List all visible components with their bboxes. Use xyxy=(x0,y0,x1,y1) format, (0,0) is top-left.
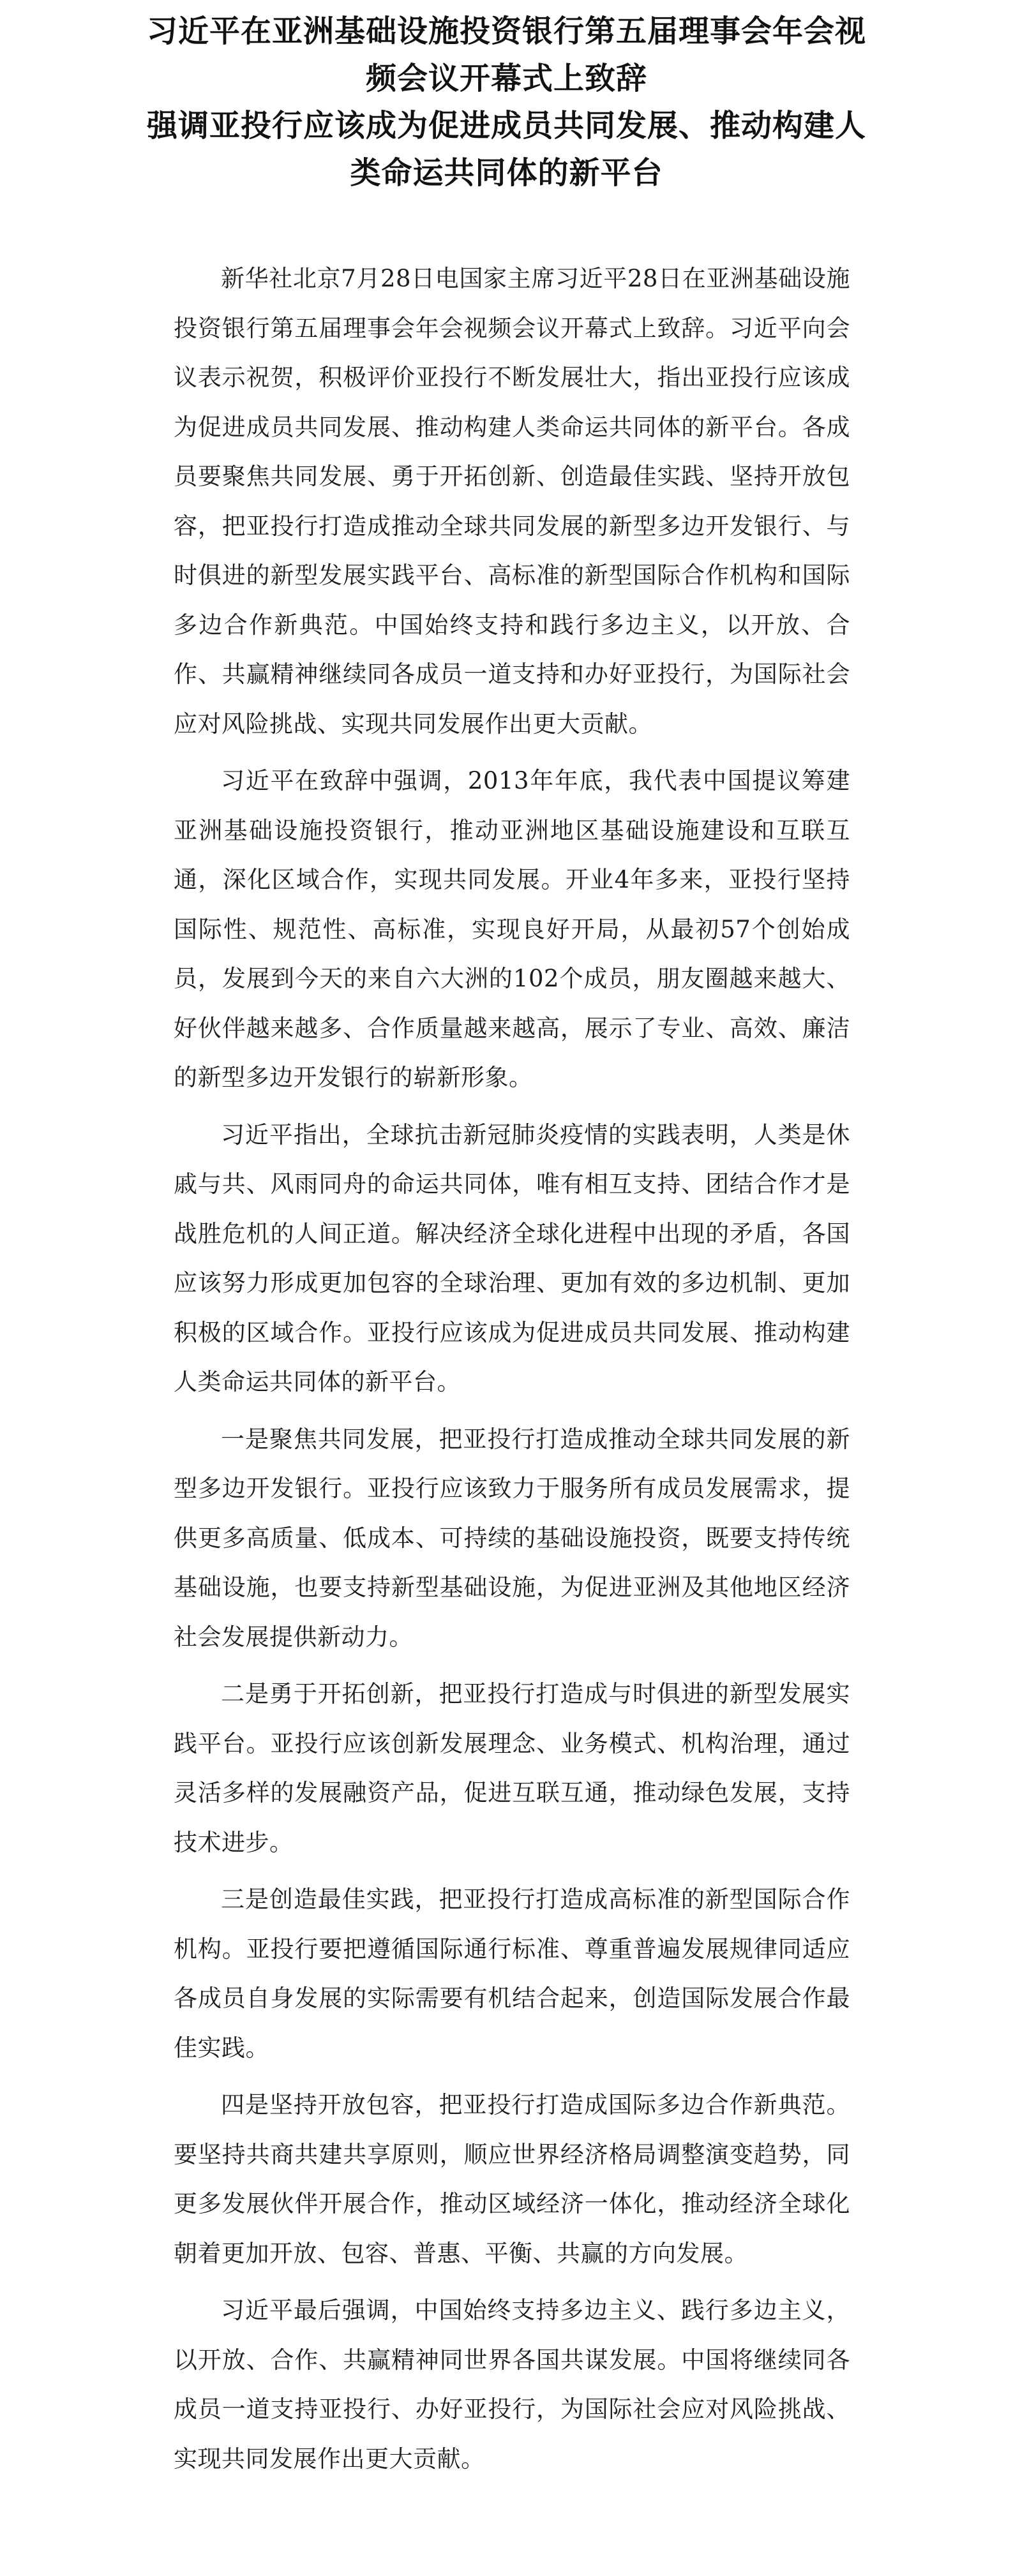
paragraph-lead: 新华社北京7月28日电国家主席习近平28日在亚洲基础设施投资银行第五届理事会年会视频会议开幕式上致辞。习近平向会议表示祝贺，积极评价亚投行不断发展壮大，指出亚投行应该成为促进成员共同发展、推动构建人类命运共同体的新平台。各成员要聚焦共同发展、勇于开拓创新、创造最佳实践、坚持开放包容，把亚投行打造成推动全球共同发展的新型多边开发银行、与时俱进的新型发展实践平台、高标准的新型国际合作机构和国际多边合作新典范。中国始终支持和践行多边主义，以开放、合作、共赢精神继续同各成员一道支持和办好亚投行，为国际社会应对风险挑战、实现共同发展作出更大贡献。 xyxy=(174,265,850,738)
article-body xyxy=(174,254,850,2491)
subheadline-line: 类命运共同体的新平台 xyxy=(350,155,663,191)
paragraph: 习近平指出，全球抗击新冠肺炎疫情的实践表明，人类是休戚与共、风雨同舟的命运共同体，唯有相互支持、团结合作才是战胜危机的人间正道。解决经济全球化进程中出现的矛盾，各国应该努力形成更加包容的全球治理、更加有效的多边机制、更加积极的区域合作。亚投行应该成为促进成员共同发展、推动构建人类命运共同体的新平台。 xyxy=(174,1120,850,1396)
headline-line: 习近平在亚洲基础设施投资银行第五届理事会年会视 xyxy=(146,13,866,49)
paragraph: 四是坚持开放包容，把亚投行打造成国际多边合作新典范。要坚持共商共建共享原则，顺应世界经济格局调整演变趋势，同更多发展伙伴开展合作，推动区域经济一体化，推动经济全球化朝着更加开放、包容、普惠、平衡、共赢的方向发展。 xyxy=(174,2091,850,2267)
paragraph: 一是聚焦共同发展，把亚投行打造成推动全球共同发展的新型多边开发银行。亚投行应该致力于服务所有成员发展需求，提供更多高质量、低成本、可持续的基础设施投资，既要支持传统基础设施，也要支持新型基础设施，为促进亚洲及其他地区经济社会发展提供新动力。 xyxy=(174,1425,850,1651)
paragraph-closing: 习近平最后强调，中国始终支持多边主义、践行多边主义，以开放、合作、共赢精神同世界各国共谋发展。中国将继续同各成员一道支持亚投行、办好亚投行，为国际社会应对风险挑战、实现共同发展作出更大贡献。 xyxy=(174,2297,850,2473)
headline-line: 频会议开幕式上致辞 xyxy=(365,61,647,96)
paragraph: 三是创造最佳实践，把亚投行打造成高标准的新型国际合作机构。亚投行要把遵循国际通行标准、尊重普遍发展规律同适应各成员自身发展的实际需要有机结合起来，创造国际发展合作最佳实践。 xyxy=(174,1886,850,2062)
paragraph: 二是勇于开拓创新，把亚投行打造成与时俱进的新型发展实践平台。亚投行应该创新发展理念、业务模式、机构治理，通过灵活多样的发展融资产品，促进互联互通，推动绿色发展，支持技术进步。 xyxy=(174,1680,850,1856)
headline xyxy=(96,8,917,197)
paragraph: 习近平在致辞中强调，2013年年底，我代表中国提议筹建亚洲基础设施投资银行，推动亚洲地区基础设施建设和互联互通，深化区域合作，实现共同发展。开业4年多来，亚投行坚持国际性、规范性、高标准，实现良好开局，从最初57个创始成员，发展到今天的来自六大洲的102个成员，朋友圈越来越大、好伙伴越来越多、合作质量越来越高，展示了专业、高效、廉洁的新型多边开发银行的崭新形象。 xyxy=(174,767,850,1091)
subheadline-line: 强调亚投行应该成为促进成员共同发展、推动构建人 xyxy=(146,108,866,144)
